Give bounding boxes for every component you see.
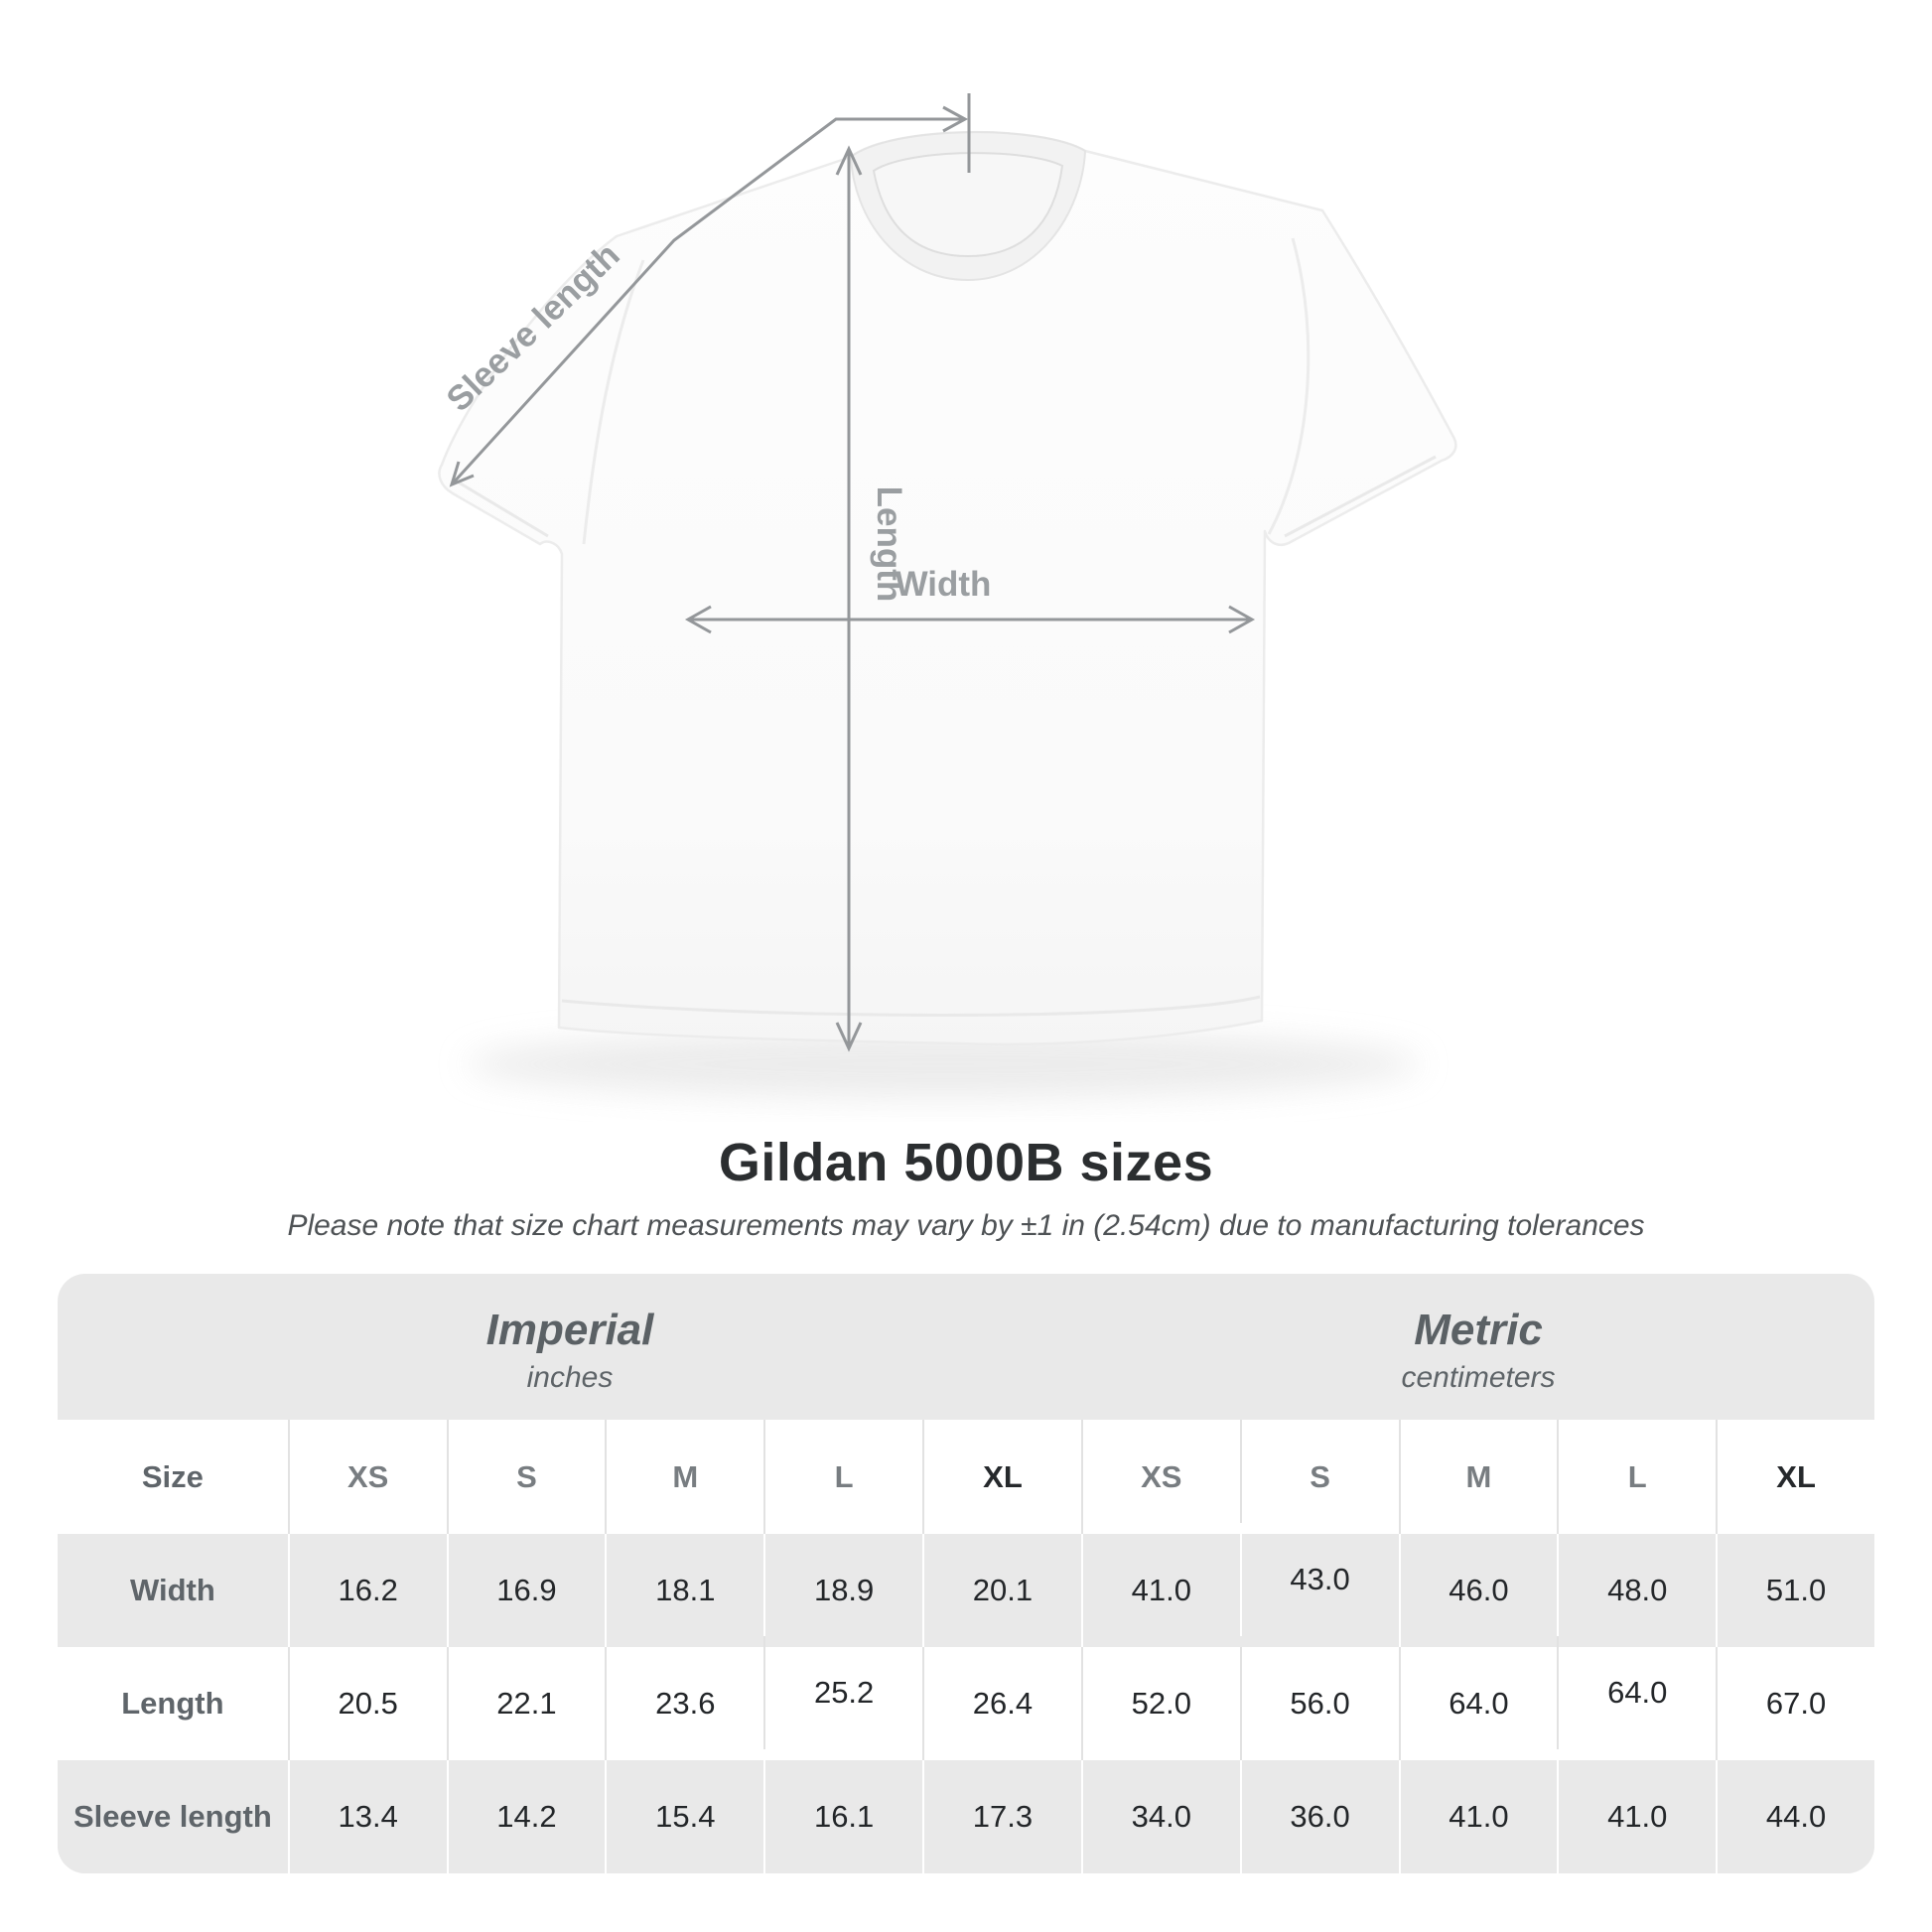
metric-section-header xyxy=(1082,1274,1874,1420)
width-label: Width xyxy=(895,565,992,604)
size-column-header: Size xyxy=(141,1458,204,1494)
col-header-imperial-s: S xyxy=(447,1420,606,1534)
length-metric-s: 56.0 xyxy=(1240,1647,1399,1760)
tolerance-note: Please note that size chart measurements may vary by ±1 in (2.54cm) due to manufacturing tolerances xyxy=(287,1209,1645,1242)
col-header-imperial-l: L xyxy=(763,1420,922,1534)
sleeve-length-label: Sleeve length xyxy=(439,235,627,420)
units-header-row xyxy=(58,1274,1874,1420)
imperial-title: Imperial xyxy=(485,1305,654,1354)
size-header-row xyxy=(58,1420,1874,1534)
length-metric-xs: 52.0 xyxy=(1081,1647,1240,1760)
row-label-sleeve-length: Sleeve length xyxy=(72,1799,272,1834)
length-metric-xl: 67.0 xyxy=(1716,1647,1874,1760)
length-imperial-l: 25.2 xyxy=(763,1636,922,1749)
table-row-sleeve-length xyxy=(58,1760,1874,1873)
length-metric-m: 64.0 xyxy=(1399,1647,1558,1760)
sleeve-imperial-s: 14.2 xyxy=(447,1760,606,1873)
sleeve-imperial-m: 15.4 xyxy=(605,1760,763,1873)
size-table xyxy=(58,1274,1874,1873)
col-header-metric-xl: XL xyxy=(1716,1420,1874,1534)
length-imperial-m: 23.6 xyxy=(605,1647,763,1760)
sleeve-metric-xs: 34.0 xyxy=(1081,1760,1240,1873)
width-metric-l: 48.0 xyxy=(1557,1534,1716,1647)
sleeve-imperial-l: 16.1 xyxy=(763,1760,922,1873)
metric-title: Metric xyxy=(1414,1305,1543,1354)
row-label-length: Length xyxy=(121,1686,224,1721)
imperial-subtitle: inches xyxy=(526,1360,614,1394)
width-metric-m: 46.0 xyxy=(1399,1534,1558,1647)
width-metric-s: 43.0 xyxy=(1240,1523,1399,1636)
length-imperial-xs: 20.5 xyxy=(288,1647,447,1760)
sleeve-metric-s: 36.0 xyxy=(1240,1760,1399,1873)
length-imperial-s: 22.1 xyxy=(447,1647,606,1760)
row-label-width: Width xyxy=(129,1573,215,1607)
length-metric-l: 64.0 xyxy=(1557,1636,1716,1749)
length-imperial-xl: 26.4 xyxy=(922,1647,1081,1760)
table-row-width xyxy=(58,1534,1874,1647)
width-imperial-xs: 16.2 xyxy=(288,1534,447,1647)
col-header-metric-s: S xyxy=(1240,1420,1399,1534)
width-imperial-xl: 20.1 xyxy=(922,1534,1081,1647)
page-title: Gildan 5000B sizes xyxy=(718,1133,1214,1192)
sleeve-metric-l: 41.0 xyxy=(1557,1760,1716,1873)
width-imperial-l: 18.9 xyxy=(763,1534,922,1647)
col-header-imperial-xs: XS xyxy=(288,1420,447,1534)
col-header-imperial-m: M xyxy=(605,1420,763,1534)
sleeve-metric-m: 41.0 xyxy=(1399,1760,1558,1873)
table-row-length xyxy=(58,1647,1874,1760)
sleeve-imperial-xs: 13.4 xyxy=(288,1760,447,1873)
col-header-metric-xs: XS xyxy=(1081,1420,1240,1534)
metric-subtitle: centimeters xyxy=(1401,1360,1556,1394)
imperial-section-header xyxy=(58,1274,1082,1420)
width-metric-xs: 41.0 xyxy=(1081,1534,1240,1647)
width-imperial-s: 16.9 xyxy=(447,1534,606,1647)
width-metric-xl: 51.0 xyxy=(1716,1534,1874,1647)
length-label: Length xyxy=(870,485,908,603)
col-header-metric-l: L xyxy=(1557,1420,1716,1534)
sleeve-imperial-xl: 17.3 xyxy=(922,1760,1081,1873)
col-header-imperial-xl: XL xyxy=(922,1420,1081,1534)
sleeve-metric-xl: 44.0 xyxy=(1716,1760,1874,1873)
col-header-metric-m: M xyxy=(1399,1420,1558,1534)
width-imperial-m: 18.1 xyxy=(605,1534,763,1647)
